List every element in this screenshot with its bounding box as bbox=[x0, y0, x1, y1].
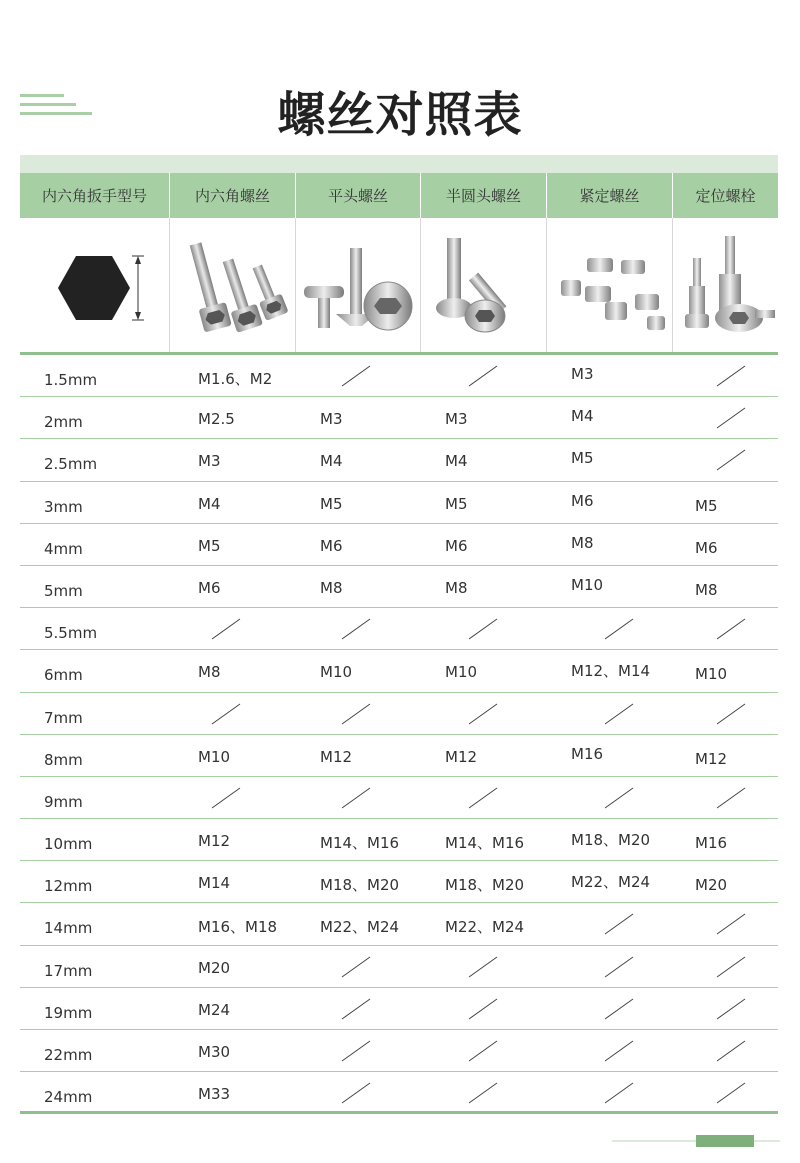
screw-size-cell bbox=[296, 1030, 421, 1071]
hex-key-size-cell bbox=[20, 861, 170, 902]
table-row bbox=[20, 735, 778, 777]
screw-size-cell bbox=[673, 693, 778, 734]
screw-size-cell bbox=[547, 946, 673, 987]
hex-key-size-cell bbox=[20, 1072, 170, 1111]
cell-text: M10 bbox=[695, 665, 728, 684]
cell-text: M24 bbox=[198, 1000, 231, 1019]
screw-size-cell bbox=[547, 861, 673, 902]
screw-size-cell bbox=[547, 903, 673, 944]
cell-text: M2.5 bbox=[198, 410, 235, 429]
cell-text: M5 bbox=[320, 494, 343, 513]
screw-size-cell bbox=[170, 946, 296, 987]
not-applicable-slash bbox=[465, 364, 501, 388]
cell-text: M10 bbox=[198, 747, 231, 766]
screw-size-cell bbox=[170, 1072, 296, 1111]
cell-text: M14、M16 bbox=[445, 834, 525, 853]
cell-text: 22mm bbox=[44, 1046, 93, 1064]
cell-text: 7mm bbox=[44, 708, 83, 727]
cell-text: M18、M20 bbox=[445, 876, 525, 895]
screw-size-cell bbox=[296, 482, 421, 523]
not-applicable-slash bbox=[208, 702, 244, 726]
screw-size-cell bbox=[673, 777, 778, 818]
cell-text: M3 bbox=[445, 410, 468, 429]
screw-size-cell bbox=[421, 777, 547, 818]
cell-text: M30 bbox=[198, 1043, 231, 1061]
not-applicable-slash bbox=[713, 1081, 749, 1105]
screw-size-cell bbox=[421, 735, 547, 776]
not-applicable-slash bbox=[338, 997, 374, 1021]
table-row bbox=[20, 861, 778, 903]
hex-key-size-cell bbox=[20, 524, 170, 565]
cell-text: M4 bbox=[445, 452, 468, 471]
cell-text: 9mm bbox=[44, 792, 83, 811]
not-applicable-slash bbox=[338, 702, 374, 726]
screw-size-cell bbox=[673, 861, 778, 902]
screw-size-cell bbox=[673, 566, 778, 607]
table-row bbox=[20, 566, 778, 608]
screw-size-cell bbox=[296, 439, 421, 480]
cell-text: M6 bbox=[198, 578, 221, 597]
image-row bbox=[20, 218, 778, 355]
cell-text: 2mm bbox=[44, 413, 83, 432]
screw-size-cell bbox=[673, 1072, 778, 1111]
screw-size-cell bbox=[547, 397, 673, 438]
cell-text: M8 bbox=[198, 663, 221, 682]
table-row bbox=[20, 903, 778, 945]
cell-text: M8 bbox=[695, 580, 718, 599]
screw-size-cell bbox=[673, 650, 778, 691]
cell-text: 4mm bbox=[44, 539, 83, 558]
table-row bbox=[20, 777, 778, 819]
header-set-screw: 紧定螺丝 bbox=[547, 173, 673, 218]
not-applicable-slash bbox=[465, 702, 501, 726]
hex-key-size-cell bbox=[20, 439, 170, 480]
not-applicable-slash bbox=[713, 786, 749, 810]
screw-size-cell bbox=[170, 566, 296, 607]
screw-size-cell bbox=[296, 566, 421, 607]
screw-size-cell bbox=[547, 482, 673, 523]
cell-text: M22、M24 bbox=[445, 918, 525, 937]
table-top-band bbox=[20, 155, 778, 173]
not-applicable-slash bbox=[713, 955, 749, 979]
screw-size-cell bbox=[421, 397, 547, 438]
table-row bbox=[20, 1030, 778, 1072]
screw-size-cell bbox=[673, 608, 778, 649]
table-body bbox=[20, 355, 778, 1114]
hex-key-size-cell bbox=[20, 693, 170, 734]
cell-text: M12 bbox=[445, 747, 478, 766]
screw-size-cell bbox=[547, 650, 673, 691]
screw-size-cell bbox=[547, 1030, 673, 1071]
not-applicable-slash bbox=[601, 955, 637, 979]
table-row bbox=[20, 524, 778, 566]
not-applicable-slash bbox=[601, 1039, 637, 1063]
screw-size-cell bbox=[296, 1072, 421, 1111]
set-screw-icon bbox=[547, 218, 673, 352]
screw-size-cell bbox=[170, 777, 296, 818]
not-applicable-slash bbox=[601, 617, 637, 641]
cell-text: 8mm bbox=[44, 750, 83, 769]
screw-size-cell bbox=[170, 903, 296, 944]
cell-text: M18、M20 bbox=[571, 831, 651, 850]
cell-text: M10 bbox=[320, 663, 353, 682]
cell-text: M12 bbox=[198, 832, 231, 851]
cell-text: M33 bbox=[198, 1085, 231, 1104]
cell-text: M20 bbox=[198, 958, 231, 977]
cell-text: 5mm bbox=[44, 581, 83, 600]
cell-text: M8 bbox=[320, 578, 343, 597]
cell-text: 6mm bbox=[44, 666, 83, 685]
screw-size-cell bbox=[421, 608, 547, 649]
screw-size-cell bbox=[170, 693, 296, 734]
cell-text: M12、M14 bbox=[571, 662, 651, 681]
screw-size-cell bbox=[421, 819, 547, 860]
shoulder-bolt-icon bbox=[673, 218, 778, 352]
screw-size-cell bbox=[421, 482, 547, 523]
screw-size-cell bbox=[170, 608, 296, 649]
hex-key-size-cell bbox=[20, 397, 170, 438]
socket-head-screw-icon bbox=[170, 218, 296, 352]
table-row bbox=[20, 439, 778, 481]
cell-text: M12 bbox=[320, 747, 353, 766]
screw-size-cell bbox=[296, 608, 421, 649]
table-row bbox=[20, 482, 778, 524]
hex-key-size-cell bbox=[20, 735, 170, 776]
screw-size-cell bbox=[547, 988, 673, 1029]
screw-size-cell bbox=[547, 777, 673, 818]
table-row bbox=[20, 650, 778, 692]
cell-text: M3 bbox=[320, 410, 343, 429]
screw-size-cell bbox=[421, 439, 547, 480]
cell-text: M6 bbox=[320, 536, 343, 555]
screw-size-cell bbox=[421, 1030, 547, 1071]
screw-size-cell bbox=[170, 397, 296, 438]
cell-text: M14 bbox=[198, 874, 231, 893]
screw-size-cell bbox=[547, 735, 673, 776]
header-shoulder-bolt: 定位螺栓 bbox=[695, 187, 756, 205]
flat-head-screw-icon bbox=[296, 218, 421, 352]
screw-size-cell bbox=[547, 355, 673, 396]
screw-size-cell bbox=[421, 1072, 547, 1111]
table-row bbox=[20, 693, 778, 735]
not-applicable-slash bbox=[713, 912, 749, 936]
not-applicable-slash bbox=[713, 448, 749, 472]
cell-text: M18、M20 bbox=[320, 876, 400, 895]
screw-size-cell bbox=[673, 397, 778, 438]
not-applicable-slash bbox=[713, 364, 749, 388]
hex-key-size-cell bbox=[20, 819, 170, 860]
screw-size-cell bbox=[421, 861, 547, 902]
not-applicable-slash bbox=[601, 912, 637, 936]
header-socket-head: 内六角螺丝 bbox=[170, 173, 296, 218]
cell-text: 5.5mm bbox=[44, 624, 98, 643]
not-applicable-slash bbox=[601, 1081, 637, 1105]
screw-size-cell bbox=[296, 819, 421, 860]
cell-text: M5 bbox=[571, 449, 594, 468]
cell-text: M12 bbox=[695, 749, 728, 768]
screw-size-cell bbox=[673, 946, 778, 987]
screw-size-cell bbox=[170, 1030, 296, 1071]
hex-key-size-cell bbox=[20, 566, 170, 607]
not-applicable-slash bbox=[713, 1039, 749, 1063]
not-applicable-slash bbox=[465, 1039, 501, 1063]
cell-text: M5 bbox=[198, 536, 221, 555]
cell-text: M4 bbox=[571, 407, 594, 426]
screw-size-cell bbox=[296, 693, 421, 734]
table-row bbox=[20, 1072, 778, 1114]
screw-size-cell bbox=[170, 482, 296, 523]
cell-text: 1.5mm bbox=[44, 371, 98, 389]
button-head-screw-icon bbox=[421, 218, 547, 352]
not-applicable-slash bbox=[208, 786, 244, 810]
screw-size-cell bbox=[170, 988, 296, 1029]
hex-key-size-cell bbox=[20, 777, 170, 818]
screw-size-cell bbox=[170, 439, 296, 480]
cell-text: 2.5mm bbox=[44, 455, 98, 474]
hex-key-size-cell bbox=[20, 608, 170, 649]
screw-size-cell bbox=[170, 355, 296, 396]
cell-text: M16、M18 bbox=[198, 918, 278, 937]
screw-size-cell bbox=[296, 524, 421, 565]
screw-size-cell bbox=[296, 903, 421, 944]
screw-size-cell bbox=[296, 735, 421, 776]
not-applicable-slash bbox=[208, 617, 244, 641]
cell-text: M5 bbox=[445, 494, 468, 513]
screw-size-cell bbox=[421, 650, 547, 691]
screw-size-cell bbox=[296, 861, 421, 902]
screw-size-cell bbox=[170, 524, 296, 565]
screw-size-cell bbox=[296, 650, 421, 691]
screw-size-cell bbox=[673, 482, 778, 523]
not-applicable-slash bbox=[465, 1081, 501, 1105]
cell-text: M4 bbox=[320, 452, 343, 471]
screw-size-cell bbox=[547, 693, 673, 734]
header-hex-key: 内六角扳手型号 bbox=[20, 173, 170, 218]
cell-text: M20 bbox=[695, 876, 728, 895]
cell-text: 24mm bbox=[44, 1088, 93, 1107]
screw-size-cell bbox=[421, 988, 547, 1029]
decorative-lines-bottom bbox=[612, 1134, 780, 1148]
not-applicable-slash bbox=[338, 786, 374, 810]
not-applicable-slash bbox=[338, 1039, 374, 1063]
not-applicable-slash bbox=[465, 617, 501, 641]
table-row bbox=[20, 608, 778, 650]
screw-size-cell bbox=[170, 735, 296, 776]
table-header bbox=[20, 173, 778, 218]
screw-size-cell bbox=[170, 861, 296, 902]
not-applicable-slash bbox=[713, 406, 749, 430]
screw-size-cell bbox=[421, 524, 547, 565]
cell-text: M5 bbox=[695, 496, 718, 515]
not-applicable-slash bbox=[338, 955, 374, 979]
cell-text: M16 bbox=[695, 834, 728, 853]
cell-text: M4 bbox=[198, 494, 221, 513]
screw-size-cell bbox=[296, 355, 421, 396]
header-flat-head: 平头螺丝 bbox=[296, 173, 421, 218]
screw-size-cell bbox=[673, 524, 778, 565]
cell-text: 12mm bbox=[44, 877, 93, 896]
cell-text: M16 bbox=[571, 744, 604, 763]
cell-text: M8 bbox=[571, 533, 594, 552]
table-row bbox=[20, 355, 778, 397]
hex-key-icon bbox=[20, 218, 170, 352]
screw-size-cell bbox=[547, 524, 673, 565]
screw-size-cell bbox=[547, 819, 673, 860]
screw-size-cell bbox=[673, 1030, 778, 1071]
hex-key-size-cell bbox=[20, 903, 170, 944]
hex-key-size-cell bbox=[20, 946, 170, 987]
screw-size-cell bbox=[296, 988, 421, 1029]
screw-size-cell bbox=[296, 777, 421, 818]
screw-size-cell bbox=[421, 693, 547, 734]
cell-text: M6 bbox=[695, 538, 718, 557]
cell-text: M10 bbox=[571, 575, 604, 594]
not-applicable-slash bbox=[601, 997, 637, 1021]
table-row bbox=[20, 988, 778, 1030]
screw-size-cell bbox=[547, 1072, 673, 1111]
screw-size-cell bbox=[547, 566, 673, 607]
hex-key-size-cell bbox=[20, 650, 170, 691]
hex-key-size-cell bbox=[20, 1030, 170, 1071]
screw-size-cell bbox=[296, 946, 421, 987]
cell-text: 10mm bbox=[44, 835, 93, 854]
cell-text: M8 bbox=[445, 578, 468, 597]
hex-key-size-cell bbox=[20, 988, 170, 1029]
not-applicable-slash bbox=[601, 702, 637, 726]
cell-text: 19mm bbox=[44, 1003, 93, 1022]
header-button-head: 半圆头螺丝 bbox=[421, 173, 547, 218]
page-title: 螺丝对照表 bbox=[277, 87, 523, 143]
not-applicable-slash bbox=[713, 997, 749, 1021]
screw-size-cell bbox=[170, 650, 296, 691]
cell-text: 17mm bbox=[44, 961, 93, 980]
screw-size-cell bbox=[547, 439, 673, 480]
table-row bbox=[20, 397, 778, 439]
not-applicable-slash bbox=[465, 786, 501, 810]
cell-text: M3 bbox=[571, 365, 594, 383]
cell-text: M6 bbox=[445, 536, 468, 555]
hex-key-size-cell bbox=[20, 482, 170, 523]
screw-size-cell bbox=[170, 819, 296, 860]
not-applicable-slash bbox=[338, 617, 374, 641]
not-applicable-slash bbox=[338, 364, 374, 388]
screw-size-cell bbox=[673, 903, 778, 944]
cell-text: 3mm bbox=[44, 497, 83, 516]
screw-size-cell bbox=[421, 946, 547, 987]
cell-text: M6 bbox=[571, 491, 594, 510]
screw-size-cell bbox=[421, 903, 547, 944]
hex-key-size-cell bbox=[20, 355, 170, 396]
not-applicable-slash bbox=[601, 786, 637, 810]
screw-size-cell bbox=[421, 355, 547, 396]
screw-size-cell bbox=[547, 608, 673, 649]
cell-text: M1.6、M2 bbox=[198, 370, 273, 388]
screw-size-cell bbox=[673, 355, 778, 396]
screw-size-cell bbox=[421, 566, 547, 607]
not-applicable-slash bbox=[338, 1081, 374, 1105]
cell-text: M10 bbox=[445, 663, 478, 682]
cell-text: M22、M24 bbox=[571, 873, 651, 892]
screw-size-cell bbox=[673, 819, 778, 860]
table-row bbox=[20, 819, 778, 861]
screw-size-cell bbox=[673, 735, 778, 776]
screw-size-cell bbox=[673, 988, 778, 1029]
cell-text: M22、M24 bbox=[320, 918, 400, 937]
table-row bbox=[20, 946, 778, 988]
not-applicable-slash bbox=[713, 702, 749, 726]
screw-size-cell bbox=[673, 439, 778, 480]
cell-text: 14mm bbox=[44, 919, 93, 938]
screw-size-cell bbox=[296, 397, 421, 438]
not-applicable-slash bbox=[465, 997, 501, 1021]
cell-text: M3 bbox=[198, 452, 221, 471]
cell-text: M14、M16 bbox=[320, 834, 400, 853]
not-applicable-slash bbox=[713, 617, 749, 641]
not-applicable-slash bbox=[465, 955, 501, 979]
